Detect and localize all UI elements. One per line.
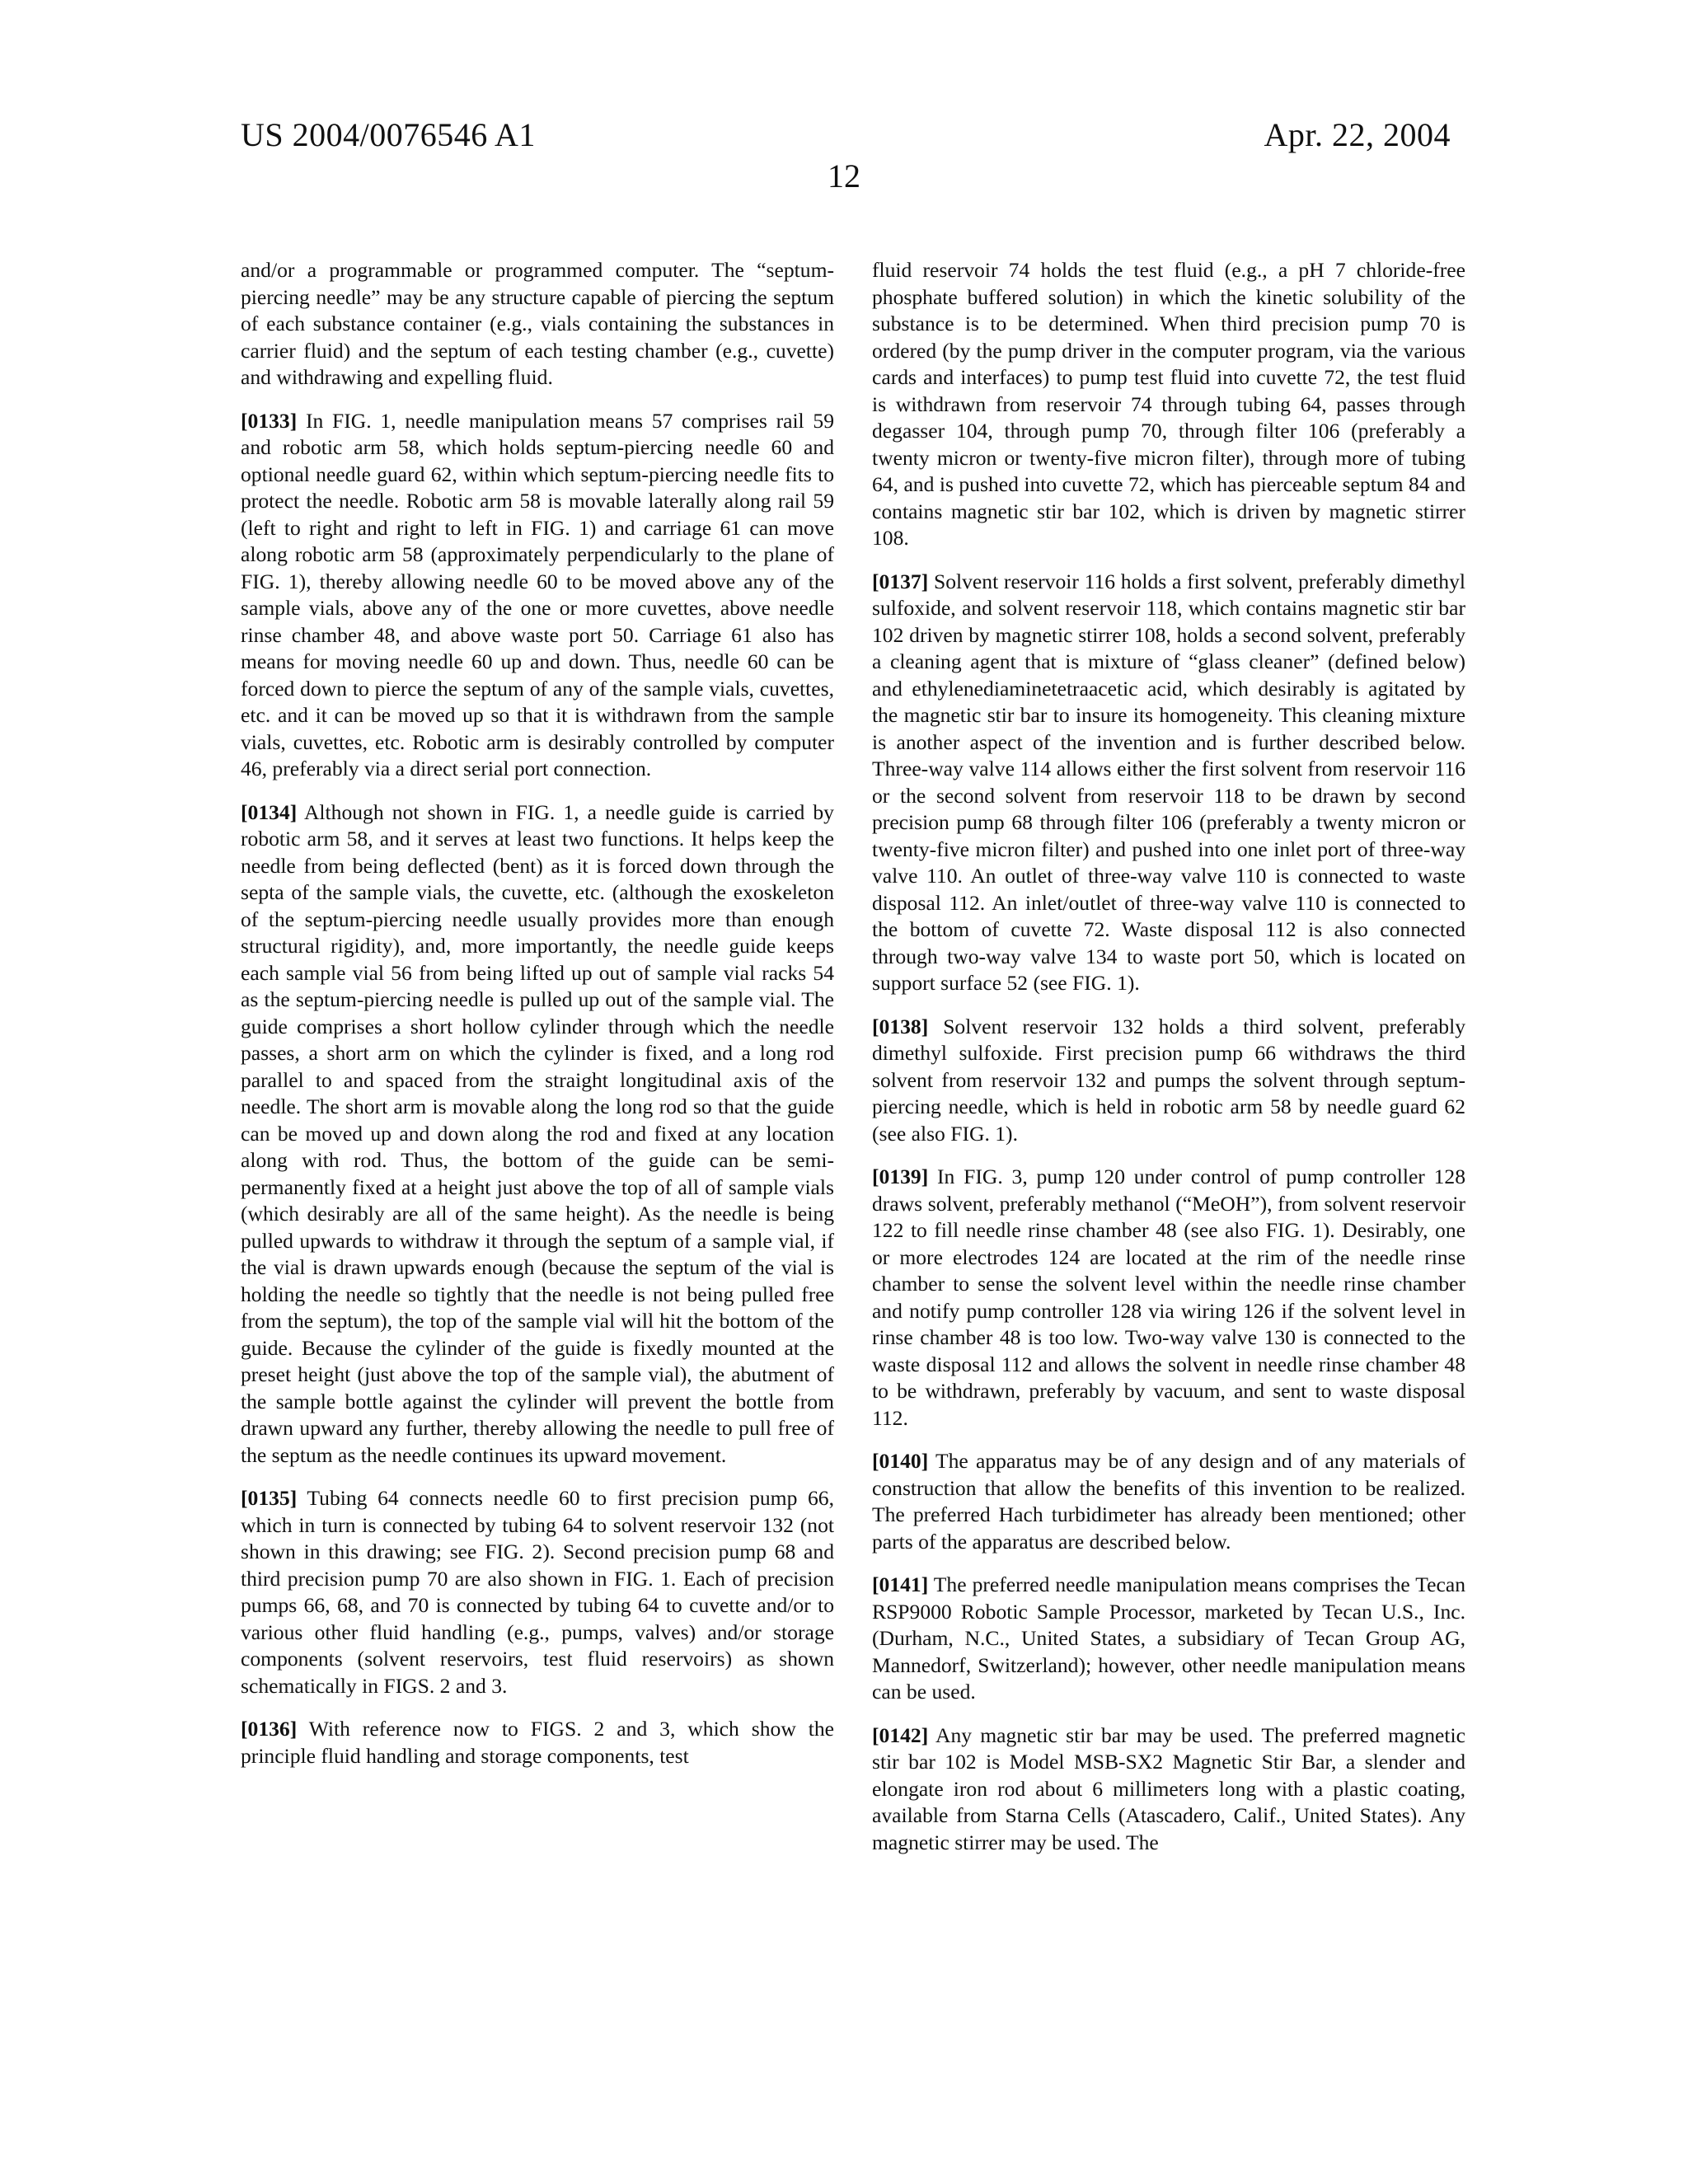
paragraph-0135	[241, 1485, 834, 1699]
paragraph-number: [0141]	[872, 1572, 929, 1596]
paragraph-number: [0142]	[872, 1722, 929, 1747]
paragraph-text: In FIG. 1, needle manipulation means 57 comprises rail 59 and robotic arm 58, which holds septum-piercing needle 60 and optional needle guard 62, within which septum-piercing needle fits to protect the needle. Robotic arm 58 is movable laterally along rail 59 (left to right and right to left in FIG. 1) and carriage 61 can move along robotic arm 58 (approximately perpendicularly to the plane of FIG. 1), thereby allowing needle 60 to be moved above any of the sample vials, above any of the one or more cuvettes, above needle rinse chamber 48, and above waste port 50. Carriage 61 also has means for moving needle 60 up and down. Thus, needle 60 can be forced down to pierce the septum of any of the sample vials, cuvettes, etc. and it can be moved up so that it is withdrawn from the sample vials, cuvettes, etc. Robotic arm is desirably controlled by computer 46, preferably via a direct serial port connection.	[241, 408, 834, 780]
paragraph-text: Although not shown in FIG. 1, a needle guide is carried by robotic arm 58, and it serves at least two functions. It helps keep the needle from being deflected (bent) as it is forced down through the septa of the sample vials, the cuvette, etc. (although the exoskeleton of the septum-piercing needle usually provides more than enough structural rigidity), and, more importantly, the needle guide keeps each sample vial 56 from being lifted up out of sample vial racks 54 as the septum-piercing needle is pulled up out of the sample vial. The guide comprises a short hollow cylinder through which the needle passes, a short arm on which the cylinder is fixed, and a long rod parallel to and spaced from the straight longitudinal axis of the needle. The short arm is movable along the long rod so that the guide can be moved up and down along the rod and fixed at any location along with rod. Thus, the bottom of the guide can be semi-permanently fixed at a height just above the top of all of sample vials (which desirably are all of the same height). As the needle is being pulled upwards to withdraw it through the septum of a sample vial, if the vial is drawn upwards enough (because the septum of the vial is holding the needle so tightly that the needle is not being pulled free from the septum), the top of the sample vial will hit the bottom of the guide. Because the cylinder of the guide is fixedly mounted at the preset height (just above the top of the sample vial), the abutment of the sample bottle against the cylinder will prevent the bottle from drawn upward any further, thereby allowing the needle to pull free of the septum as the needle continues its upward movement.	[241, 799, 834, 1467]
paragraph-number: [0135]	[241, 1486, 298, 1510]
paragraph-text: Solvent reservoir 132 holds a third solvent, preferably dimethyl sulfoxide. First precision pump 66 withdraws the third solvent from reservoir 132 and pumps the solvent through septum-piercing needle, which is held in robotic arm 58 by needle guard 62 (see also FIG. 1).	[872, 1014, 1465, 1146]
paragraph-0138	[872, 1014, 1465, 1148]
paragraph: and/or a programmable or programmed computer. The “septum-piercing needle” may be any structure capable of piercing the septum of each substance container (e.g., vials containing the substances in carrier fluid) and the septum of each testing chamber (e.g., cuvette) and withdrawing and expelling fluid.	[241, 258, 834, 389]
paragraph-text: The preferred needle manipulation means comprises the Tecan RSP9000 Robotic Sample Processor, marketed by Tecan U.S., Inc. (Durham, N.C., United States, a subsidiary of Tecan Group AG, Mannedorf, Switzerland); however, other needle manipulation means can be used.	[872, 1572, 1465, 1704]
paragraph-number: [0134]	[241, 799, 298, 824]
left-column	[241, 257, 834, 1786]
paragraph-number: [0133]	[241, 408, 298, 433]
paragraph-0134	[241, 799, 834, 1469]
paragraph-0133	[241, 408, 834, 783]
paragraph-0142	[872, 1722, 1465, 1857]
publication-number: US 2004/0076546 A1	[241, 116, 536, 153]
paragraph-text: Tubing 64 connects needle 60 to first precision pump 66, which in turn is connected by tubing 64 to solvent reservoir 132 (not shown in this drawing; see FIG. 2). Second precision pump 68 and third precision pump 70 are also shown in FIG. 1. Each of precision pumps 66, 68, and 70 is connected by tubing 64 to cuvette and/or to various other fluid handling (e.g., pumps, valves) and/or storage components (solvent reservoirs, test fluid reservoirs) as shown schematically in FIGS. 2 and 3.	[241, 1486, 834, 1698]
paragraph-0141	[872, 1572, 1465, 1706]
paragraph-text: Any magnetic stir bar may be used. The preferred magnetic stir bar 102 is Model MSB-SX2 Magnetic Stir Bar, a slender and elongate iron rod about 6 millimeters long with a plastic coating, available from Starna Cells (Atascadero, Calif., United States). Any magnetic stirrer may be used. The	[872, 1722, 1465, 1854]
paragraph-text: The apparatus may be of any design and of any materials of construction that allow the benefits of this invention to be realized. The preferred Hach turbidimeter has already been mentioned; other parts of the apparatus are described below.	[872, 1449, 1465, 1554]
paragraph-number: [0139]	[872, 1165, 929, 1188]
paragraph-number: [0137]	[872, 569, 929, 593]
paragraph: fluid reservoir 74 holds the test fluid (e.g., a pH 7 chloride-free phosphate buffered solution) in which the kinetic solubility of the substance is to be determined. When third precision pump 70 is ordered (by the pump driver in the computer program, via the various cards and interfaces) to pump test fluid into cuvette 72, the test fluid is withdrawn from reservoir 74 through tubing 64, passes through degasser 104, through pump 70, through filter 106 (preferably a twenty micron or twenty-five micron filter), through more of tubing 64, and is pushed into cuvette 72, which has pierceable septum 84 and contains magnetic stir bar 102, which is driven by magnetic stirrer 108.	[872, 258, 1465, 550]
right-column	[872, 257, 1465, 1872]
page-number: 12	[828, 157, 860, 194]
paragraph-0136	[241, 1716, 834, 1769]
paragraph-0137	[872, 569, 1465, 997]
paragraph-0140	[872, 1448, 1465, 1555]
paragraph-text: Solvent reservoir 116 holds a first solvent, preferably dimethyl sulfoxide, and solvent reservoir 118, which contains magnetic stir bar 102 driven by magnetic stirrer 108, holds a second solvent, preferably a cleaning agent that is mixture of “glass cleaner” (defined below) and ethylenediaminetetraacetic acid, which desirably is agitated by the magnetic stir bar to insure its homogeneity. This cleaning mixture is another aspect of the invention and is further described below. Three-way valve 114 allows either the first solvent from reservoir 116 or the second solvent from reservoir 118 to be drawn by second precision pump 68 through filter 106 (preferably a twenty micron or twenty-five micron filter) and pushed into one inlet port of three-way valve 110. An outlet of three-way valve 110 is connected to waste disposal 112. An inlet/outlet of three-way valve 110 is connected to the bottom of cuvette 72. Waste disposal 112 is also connected through two-way valve 134 to waste port 50, which is located on support surface 52 (see FIG. 1).	[872, 569, 1465, 995]
publication-date: Apr. 22, 2004	[1264, 116, 1451, 153]
paragraph-text: In FIG. 3, pump 120 under control of pump controller 128 draws solvent, preferably methanol (“MeOH”), from solvent reservoir 122 to fill needle rinse chamber 48 (see also FIG. 1). Desirably, one or more electrodes 124 are located at the rim of the needle rinse chamber to sense the solvent level within the needle rinse chamber and notify pump controller 128 via wiring 126 if the solvent level in rinse chamber 48 is too low. Two-way valve 130 is connected to the waste disposal 112 and allows the solvent in needle rinse chamber 48 to be withdrawn, preferably by vacuum, and sent to waste disposal 112.	[872, 1165, 1466, 1430]
paragraph-number: [0140]	[872, 1449, 929, 1473]
paragraph-0139	[872, 1164, 1465, 1432]
paragraph-number: [0136]	[241, 1717, 298, 1741]
paragraph-number: [0138]	[872, 1014, 929, 1038]
paragraph-text: With reference now to FIGS. 2 and 3, which show the principle fluid handling and storage components, test	[241, 1717, 835, 1768]
